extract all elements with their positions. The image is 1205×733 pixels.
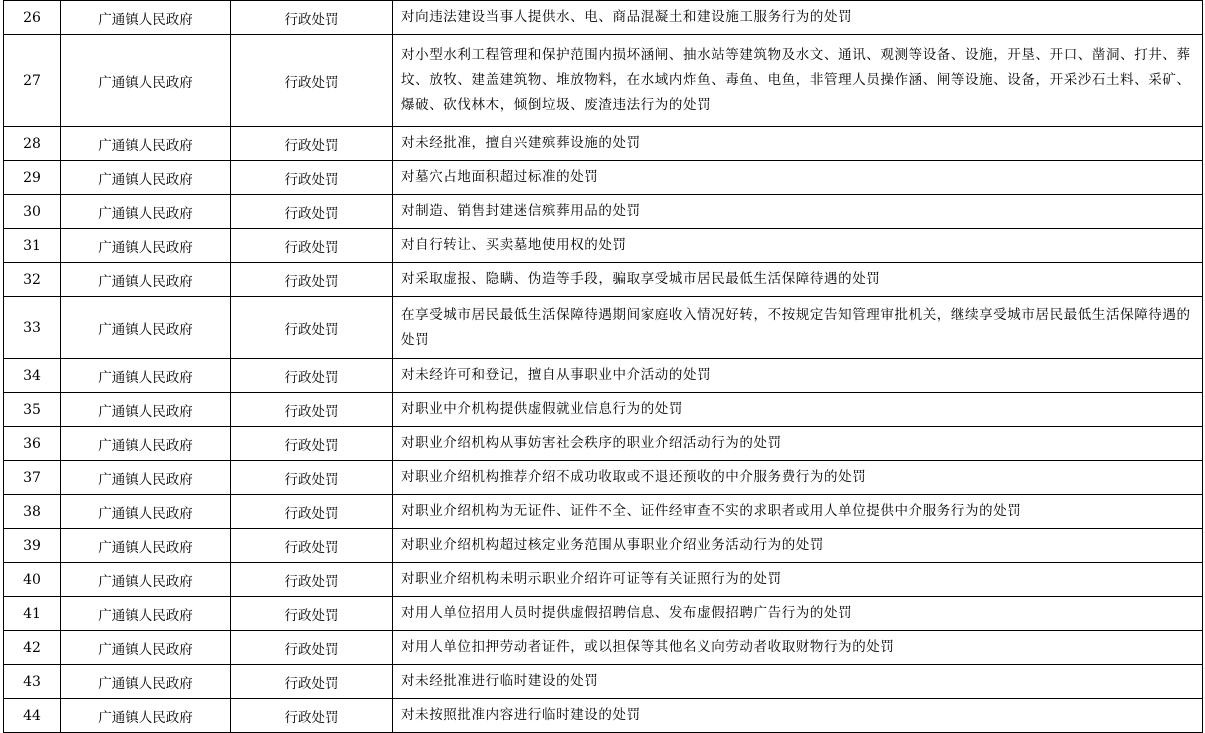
item-description-cell: 对未经批准进行临时建设的处罚 [393, 665, 1203, 699]
row-number: 31 [4, 229, 61, 263]
row-number: 26 [4, 1, 61, 35]
item-description-cell: 对向违法建设当事人提供水、电、商品混凝土和建设施工服务行为的处罚 [393, 1, 1203, 35]
item-description-cell: 对未经许可和登记，擅自从事职业中介活动的处罚 [393, 359, 1203, 393]
row-number: 40 [4, 563, 61, 597]
item-description-cell: 对采取虚报、隐瞒、伪造等手段，骗取享受城市居民最低生活保障待遇的处罚 [393, 263, 1203, 297]
row-number: 28 [4, 127, 61, 161]
power-type-cell: 行政处罚 [231, 597, 393, 631]
power-type-cell: 行政处罚 [231, 563, 393, 597]
department-cell: 广通镇人民政府 [61, 297, 231, 359]
power-type-cell: 行政处罚 [231, 631, 393, 665]
item-description-cell: 对职业中介机构提供虚假就业信息行为的处罚 [393, 393, 1203, 427]
power-type-cell: 行政处罚 [231, 665, 393, 699]
department-cell: 广通镇人民政府 [61, 427, 231, 461]
penalty-items-table [3, 0, 1203, 733]
department-cell: 广通镇人民政府 [61, 665, 231, 699]
power-type-cell: 行政处罚 [231, 495, 393, 529]
department-cell: 广通镇人民政府 [61, 195, 231, 229]
row-number: 33 [4, 297, 61, 359]
department-cell: 广通镇人民政府 [61, 359, 231, 393]
item-description-cell: 对墓穴占地面积超过标准的处罚 [393, 161, 1203, 195]
item-description-cell: 对制造、销售封建迷信殡葬用品的处罚 [393, 195, 1203, 229]
department-cell: 广通镇人民政府 [61, 229, 231, 263]
department-cell: 广通镇人民政府 [61, 597, 231, 631]
department-cell: 广通镇人民政府 [61, 461, 231, 495]
table-row [4, 127, 1203, 161]
department-cell: 广通镇人民政府 [61, 699, 231, 733]
row-number: 44 [4, 699, 61, 733]
row-number: 35 [4, 393, 61, 427]
department-cell: 广通镇人民政府 [61, 529, 231, 563]
item-description-cell: 对小型水利工程管理和保护范围内损坏涵闸、抽水站等建筑物及水文、通讯、观测等设备、设施，开垦、开口、凿洞、打井、葬坟、放牧、建盖建筑物、堆放物料，在水域内炸鱼、毒鱼、电鱼，非管理人员操作涵、闸等设施、设备，开采沙石土料、采矿、爆破、砍伐林木，倾倒垃圾、废渣违法行为的处罚 [393, 35, 1203, 127]
department-cell: 广通镇人民政府 [61, 631, 231, 665]
power-type-cell: 行政处罚 [231, 229, 393, 263]
item-description-cell: 对未按照批准内容进行临时建设的处罚 [393, 699, 1203, 733]
item-description-cell: 对自行转让、买卖墓地使用权的处罚 [393, 229, 1203, 263]
item-description-cell: 对用人单位扣押劳动者证件，或以担保等其他名义向劳动者收取财物行为的处罚 [393, 631, 1203, 665]
power-type-cell: 行政处罚 [231, 161, 393, 195]
table-row [4, 563, 1203, 597]
table-row [4, 427, 1203, 461]
department-cell: 广通镇人民政府 [61, 393, 231, 427]
row-number: 32 [4, 263, 61, 297]
row-number: 27 [4, 35, 61, 127]
department-cell: 广通镇人民政府 [61, 127, 231, 161]
power-type-cell: 行政处罚 [231, 427, 393, 461]
item-description-cell: 对用人单位招用人员时提供虚假招聘信息、发布虚假招聘广告行为的处罚 [393, 597, 1203, 631]
item-description-cell: 在享受城市居民最低生活保障待遇期间家庭收入情况好转，不按规定告知管理审批机关，继续享受城市居民最低生活保障待遇的处罚 [393, 297, 1203, 359]
table-row [4, 1, 1203, 35]
power-type-cell: 行政处罚 [231, 127, 393, 161]
table-row [4, 35, 1203, 127]
row-number: 43 [4, 665, 61, 699]
table-row [4, 359, 1203, 393]
row-number: 37 [4, 461, 61, 495]
row-number: 42 [4, 631, 61, 665]
department-cell: 广通镇人民政府 [61, 495, 231, 529]
department-cell: 广通镇人民政府 [61, 263, 231, 297]
row-number: 34 [4, 359, 61, 393]
department-cell: 广通镇人民政府 [61, 161, 231, 195]
table-row [4, 195, 1203, 229]
table-row [4, 297, 1203, 359]
row-number: 41 [4, 597, 61, 631]
row-number: 38 [4, 495, 61, 529]
row-number: 30 [4, 195, 61, 229]
table-row [4, 529, 1203, 563]
power-type-cell: 行政处罚 [231, 195, 393, 229]
row-number: 29 [4, 161, 61, 195]
power-type-cell: 行政处罚 [231, 1, 393, 35]
power-type-cell: 行政处罚 [231, 359, 393, 393]
table-row [4, 495, 1203, 529]
row-number: 39 [4, 529, 61, 563]
department-cell: 广通镇人民政府 [61, 35, 231, 127]
table-row [4, 229, 1203, 263]
item-description-cell: 对职业介绍机构推荐介绍不成功收取或不退还预收的中介服务费行为的处罚 [393, 461, 1203, 495]
table-row [4, 631, 1203, 665]
item-description-cell: 对职业介绍机构超过核定业务范围从事职业介绍业务活动行为的处罚 [393, 529, 1203, 563]
item-description-cell: 对职业介绍机构为无证件、证件不全、证件经审查不实的求职者或用人单位提供中介服务行为的处罚 [393, 495, 1203, 529]
table-row [4, 665, 1203, 699]
power-type-cell: 行政处罚 [231, 393, 393, 427]
table-row [4, 597, 1203, 631]
department-cell: 广通镇人民政府 [61, 563, 231, 597]
power-type-cell: 行政处罚 [231, 461, 393, 495]
row-number: 36 [4, 427, 61, 461]
table-row [4, 393, 1203, 427]
table-row [4, 161, 1203, 195]
power-type-cell: 行政处罚 [231, 699, 393, 733]
power-type-cell: 行政处罚 [231, 529, 393, 563]
power-type-cell: 行政处罚 [231, 297, 393, 359]
item-description-cell: 对未经批准，擅自兴建殡葬设施的处罚 [393, 127, 1203, 161]
table-row [4, 461, 1203, 495]
item-description-cell: 对职业介绍机构从事妨害社会秩序的职业介绍活动行为的处罚 [393, 427, 1203, 461]
item-description-cell: 对职业介绍机构未明示职业介绍许可证等有关证照行为的处罚 [393, 563, 1203, 597]
power-type-cell: 行政处罚 [231, 263, 393, 297]
department-cell: 广通镇人民政府 [61, 1, 231, 35]
power-type-cell: 行政处罚 [231, 35, 393, 127]
table-row [4, 263, 1203, 297]
